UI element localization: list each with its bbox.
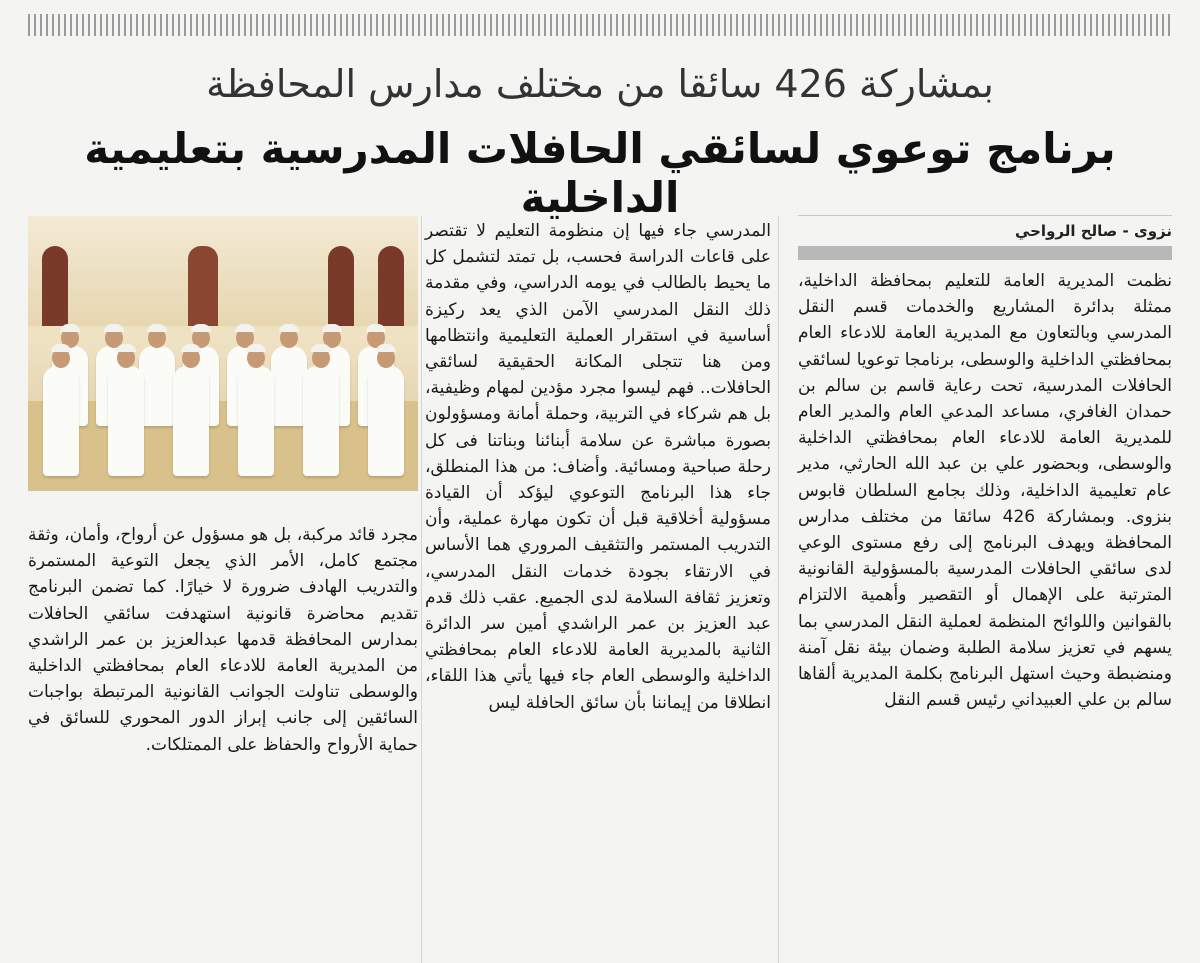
article-headline: برنامج توعوي لسائقي الحافلات المدرسية بتعليمية الداخلية	[84, 124, 1116, 222]
column-text: مجرد قائد مركبة، بل هو مسؤول عن أرواح، وأمان، وثقة مجتمع كامل، الأمر الذي يجعل التوعية المستمرة والتدريب الهادف ضرورة لا خيارًا. كما تضمن البرنامج تقديم محاضرة قانونية استهدفت سائقي الحافلات بمدارس المحافظة قدمها عبدالعزيز بن عمر الراشدي من المديرية العامة للادعاء العام بمحافظتي الداخلية والوسطى تناولت الجوانب القانونية المرتبطة بواجبات السائقين إلى جانب إبراز الدور المحوري للسائق في حماية الأرواح والحفاظ على الممتلكات.	[28, 525, 418, 755]
article-column-left	[28, 522, 418, 758]
article-kicker: بمشاركة 426 سائقا من مختلف مدارس المحافظة	[206, 62, 994, 106]
byline-shade	[798, 246, 1172, 260]
column-divider	[778, 216, 779, 963]
article-column-right	[798, 268, 1172, 713]
column-divider	[421, 216, 422, 963]
article-photo	[28, 216, 418, 491]
column-text: المدرسي جاء فيها إن منظومة التعليم لا تقتصر على قاعات الدراسة فحسب، بل تمتد لتشمل كل ما يحيط بالطالب في يومه الدراسي، وفي مقدمة ذلك النقل المدرسي الآمن الذي يعد ركيزة أساسية في استقرار العملية التعليمية وانتظامها ومن هنا تتجلى المكانة الحقيقية لسائقي الحافلات.. فهم ليسوا مجرد مؤدين لمهام وظيفية، بل هم شركاء في التربية، وحملة أمانة ومسؤولون بصورة مباشرة عن سلامة أبنائنا وبناتنا فى كل رحلة صباحية ومسائية. وأضاف: من هذا المنطلق، جاء هذا البرنامج التوعوي ليؤكد أن القيادة مسؤولية أخلاقية قبل أن تكون مهارة عملية، وأن التدريب المستمر والتثقيف المروري هما الأساس في الارتقاء بجودة خدمات النقل المدرسي، وتعزيز ثقافة السلامة لدى الجميع. عقب ذلك قدم عبد العزيز بن عمر الراشدي أمين سر الدائرة الثانية بالمديرية العامة للادعاء العام بمحافظتي الداخلية والوسطى العام جاء فيها يأتي هذا اللقاء، انطلاقا من إيماننا بأن سائق الحافلة ليس	[425, 221, 771, 713]
column-text: نظمت المديرية العامة للتعليم بمحافظة الداخلية، ممثلة بدائرة المشاريع والخدمات قسم النقل المدرسي وبالتعاون مع المديرية العامة للادعاء العام بمحافظتي الداخلية والوسطى، برنامجا توعويا لسائقي الحافلات المدرسية، تحت رعاية قاسم بن سالم بن حمدان الغافري، مساعد المدعي العام والمدير العام للمديرية العامة للادعاء العام بمحافظتي الداخلية والوسطى، وبحضور علي بن عبد الله الحارثي، مدير عام تعليمية الداخلية، وذلك بجامع السلطان قابوس بنزوى. وبمشاركة 426 سائقا من مختلف مدارس المحافظة ويهدف البرنامج إلى رفع مستوى الوعي لدى سائقي الحافلات المدرسية بالمسؤولية القانونية المترتبة على الإهمال أو التقصير وأهمية الالتزام بالقوانين واللوائح المنظمة لعملية النقل المدرسي بما يسهم في تعزيز سلامة الطلبة وضمان بيئة نقل آمنة ومنضبطة وحيث استهل البرنامج بكلمة المديرية ألقاها سالم بن علي العبيداني رئيس قسم النقل	[798, 271, 1173, 711]
top-decorative-rule	[28, 14, 1172, 36]
article-byline: نزوى - صالح الرواحي	[1014, 222, 1172, 240]
article-column-middle	[425, 218, 771, 716]
